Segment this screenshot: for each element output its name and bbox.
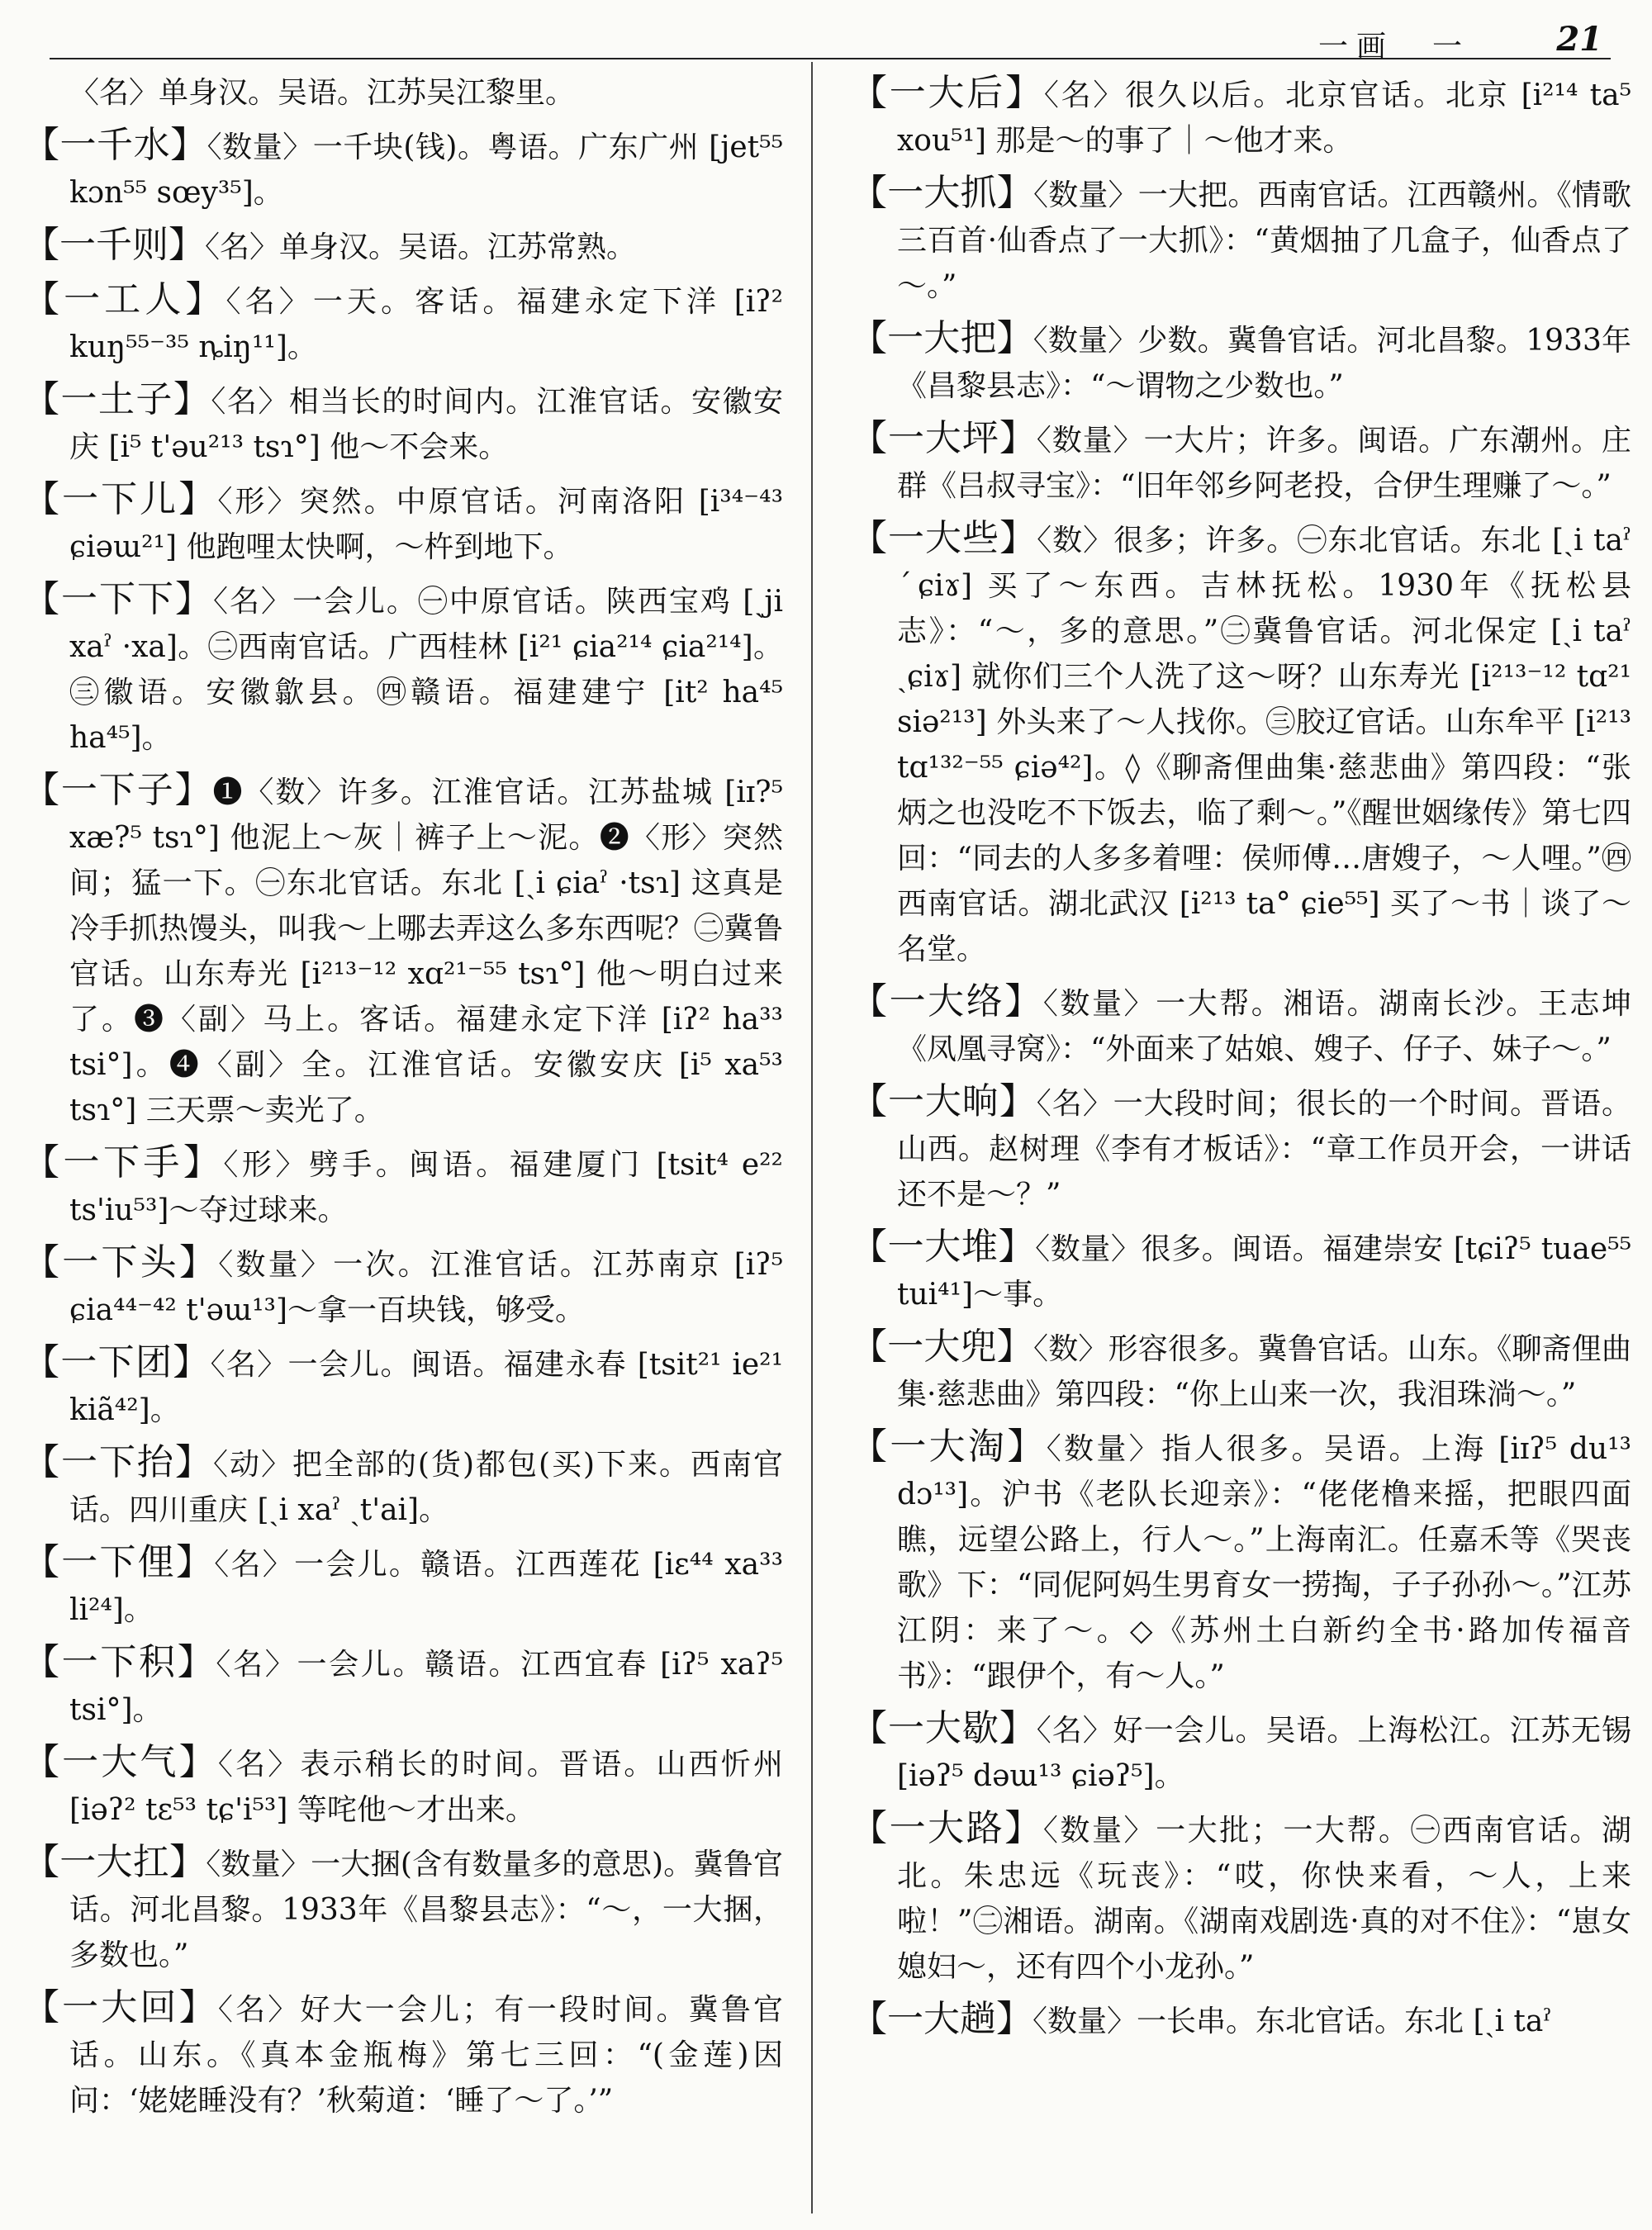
dictionary-entry [23, 1240, 783, 1333]
dictionary-entry [23, 122, 783, 216]
dictionary-entry [851, 1079, 1631, 1217]
section-title: 一画 一 [1317, 30, 1470, 64]
entry-definition: 〈数量〉一大批；一大帮。㊀西南官话。湖北。朱忠远《玩丧》：“哎，你快来看，～人，上来啦！”㊁湘语。湖南。《湖南戏剧选·真的对不住》：“崽女媳妇～，还有四个小龙孙。” [897, 1814, 1631, 1984]
dictionary-entry [23, 1985, 783, 2123]
entry-definition: 〈数量〉少数。冀鲁官话。河北昌黎。1933年《昌黎县志》：“～谓物之少数也。” [897, 324, 1631, 403]
entry-headword: 【一大兜】 [851, 1326, 1033, 1368]
entry-definition: 〈数量〉一长串。东北官话。东北 [ˏi taˀ [1032, 2005, 1552, 2038]
dictionary-entry [23, 1340, 783, 1433]
dictionary-entry [851, 1706, 1631, 1799]
entry-headword: 【一大歇】 [851, 1707, 1037, 1749]
entry-definition: 〈名〉单身汉。吴语。江苏常熟。 [205, 230, 637, 264]
entry-definition: 〈形〉劈手。闽语。福建厦门 [tsit⁴ e²² ts'iu⁵³]～夺过球来。 [69, 1148, 783, 1227]
dictionary-entry [23, 222, 783, 270]
entry-headword: 【一大抓】 [851, 172, 1033, 214]
page-header [50, 8, 1611, 64]
entry-definition: 〈形〉突然。中原官话。河南洛阳 [i³⁴⁻⁴³ ɕiəɯ²¹] 他跑哩太快啊，～杵到地下。 [69, 485, 784, 564]
dictionary-entry [23, 377, 783, 470]
dictionary-entry [851, 70, 1631, 164]
dictionary-entry [23, 277, 783, 370]
dictionary-entry [23, 576, 783, 761]
entry-headword: 【一下儿】 [23, 478, 218, 520]
entry-definition: 〈数量〉指人很多。吴语。上海 [iɪʔ⁵ du¹³ dɔ¹³]。沪书《老队长迎亲》：“佬佬橹来摇，把眼四面瞧，远望公路上，行人～。”上海南汇。任嘉禾等《哭丧歌》下：“同伲阿妈生男育女一捞掏，子子孙孙～。”江苏江阴：来了～。◇《苏州土白新约全书·路加传福音书》：“跟伊个，有～人。” [897, 1432, 1631, 1693]
entry-headword: 【一千则】 [23, 224, 205, 266]
entry-headword: 【一大扛】 [23, 1841, 206, 1883]
entry-headword: 【一大堆】 [851, 1226, 1036, 1268]
entry-definition: 〈数量〉一大片；许多。闽语。广东潮州。庄群《吕叔寻宝》：“旧年邻乡阿老投，合伊生理赚了～。” [897, 424, 1631, 503]
entry-headword: 【一大些】 [851, 517, 1037, 559]
dictionary-entry [23, 477, 783, 570]
dictionary-entry [851, 979, 1631, 1072]
entry-definition: 〈名〉单身汉。吴语。江苏吴江黎里。 [69, 76, 576, 110]
entry-headword: 【一下抬】 [23, 1441, 213, 1483]
entry-definition: 〈数量〉很多。闽语。福建崇安 [tɕiʔ⁵ tuae⁵⁵ tui⁴¹]～事。 [897, 1232, 1632, 1312]
dictionary-entry [23, 1639, 783, 1733]
entry-definition: ❶〈数〉许多。江淮官话。江苏盐城 [iɪ?⁵ xæ?⁵ tsɿ°] 他泥上～灰｜裤子上～泥。❷〈形〉突然间；猛一下。㊀东北官话。东北 [ˏi ɕiaˀ ·tsɿ] 这真是冷手抓热馒头，叫我～上哪去弄这么多东西呢？㊁冀鲁官话。山东寿光 [i²¹³⁻¹² xɑ²¹⁻⁵⁵ tsɿ°] 他～明白过来了。❸〈副〉马上。客话。福建永定下洋 [iʔ² ha³³ tsi°]。❹〈副〉全。江淮官话。安徽安庆 [i⁵ xa⁵³ tsɿ°] 三天票～卖光了。 [69, 776, 784, 1127]
entry-definition: 〈数量〉一次。江淮官话。江苏南京 [iʔ⁵ ɕia⁴⁴⁻⁴² t'əɯ¹³]～拿一百块钱，够受。 [69, 1248, 783, 1327]
entry-definition: 〈名〉好一会儿。吴语。上海松江。江苏无锡 [iəʔ⁵ dəɯ¹³ ɕiəʔ⁵]。 [897, 1714, 1631, 1793]
entry-headword: 【一土子】 [23, 378, 211, 420]
dictionary-entry [23, 70, 783, 116]
dictionary-entry [851, 515, 1631, 972]
entry-definition: 〈数量〉一千块(钱)。粤语。广东广州 [jet⁵⁵ kɔn⁵⁵ sœy³⁵]。 [69, 130, 783, 210]
entry-definition: 〈数量〉一大捆(含有数量多的意思)。冀鲁官话。河北昌黎。1933年《昌黎县志》：“～，一大捆，多数也。” [69, 1848, 784, 1972]
entry-headword: 【一大回】 [23, 1986, 218, 2028]
entry-headword: 【一大把】 [851, 317, 1033, 359]
entry-definition: 〈数量〉一大帮。湘语。湖南长沙。王志坤《凤凰寻窝》：“外面来了姑娘、嫂子、仔子、妹子～。” [897, 987, 1631, 1066]
entry-headword: 【一下团】 [23, 1341, 211, 1383]
entry-headword: 【一大坪】 [851, 417, 1037, 459]
entry-headword: 【一下下】 [23, 578, 213, 620]
dictionary-entry [851, 1996, 1631, 2044]
dictionary-entry [23, 767, 783, 1133]
entry-definition: 〈名〉很久以后。北京官话。北京 [i²¹⁴ ta⁵ xou⁵¹] 那是～的事了｜～他才来。 [897, 78, 1631, 158]
dictionary-entry [23, 1140, 783, 1233]
entry-definition: 〈名〉一会儿。闽语。福建永春 [tsit²¹ ie²¹ kiã⁴²]。 [69, 1348, 784, 1427]
entry-headword: 【一大气】 [23, 1741, 218, 1783]
entry-headword: 【一大晌】 [851, 1080, 1037, 1122]
dictionary-entry [851, 316, 1631, 409]
dictionary-entry [23, 1440, 783, 1533]
entry-headword: 【一下俚】 [23, 1541, 215, 1583]
entry-headword: 【一大趟】 [851, 1998, 1032, 2040]
dictionary-entry [23, 1839, 783, 1978]
entry-definition: 〈名〉一会儿。赣语。江西宜春 [iʔ⁵ xaʔ⁵ tsi°]。 [69, 1648, 784, 1727]
entry-headword: 【一大后】 [851, 72, 1044, 114]
entry-headword: 【一下积】 [23, 1641, 216, 1683]
entry-headword: 【一下手】 [23, 1141, 224, 1184]
entry-definition: 〈数〉形容很多。冀鲁官话。山东。《聊斋俚曲集·慈悲曲》第四段：“你上山来一次，我泪珠淌～。” [897, 1332, 1631, 1412]
dictionary-entry [851, 1324, 1631, 1417]
entry-definition: 〈名〉一大段时间；很长的一个时间。晋语。山西。赵树理《李有才板话》：“章工作员开会，一讲话还不是～？” [897, 1087, 1631, 1212]
entry-definition: 〈数〉很多；许多。㊀东北官话。东北 [ˏi taˀ ˊɕiɤ] 买了～东西。吉林抚松。1930年《抚松县志》：“～，多的意思。”㊁冀鲁官话。河北保定 [ˏi taˀ ˏɕiɤ] 就你们三个人洗了这～呀？山东寿光 [i²¹³⁻¹² tɑ²¹ siə²¹³] 外头来了～人找你。㊂胶辽官话。山东牟平 [i²¹³ tɑ¹³²⁻⁵⁵ ɕiə⁴²]。◊《聊斋俚曲集·慈悲曲》第四段：“张炳之也没吃不下饭去，临了剩～。”《醒世姻缘传》第七四回：“同去的人多多着哩：侯师傅…唐嫂子，～人哩。”㊃西南官话。湖北武汉 [i²¹³ ta° ɕie⁵⁵] 买了～书｜谈了～名堂。 [897, 524, 1631, 966]
entry-definition: 〈名〉一会儿。㊀中原官话。陕西宝鸡 [ˏji xaˀ ·xa]。㊁西南官话。广西桂林 [i²¹ ɕia²¹⁴ ɕia²¹⁴]。㊂徽语。安徽歙县。㊃赣语。福建建宁 [it² ha⁴⁵ ha⁴⁵]。 [69, 585, 783, 755]
dictionary-entry [851, 1424, 1631, 1699]
entry-definition: 〈名〉一天。客话。福建永定下洋 [iʔ² kuŋ⁵⁵⁻³⁵ ȵiŋ¹¹]。 [69, 285, 783, 364]
entry-definition: 〈动〉把全部的(货)都包(买)下来。西南官话。四川重庆 [ˏi xaˀ ˏt'ai]。 [69, 1448, 783, 1527]
entry-definition: 〈名〉好大一会儿；有一段时间。冀鲁官话。山东。《真本金瓶梅》第七三回：“(金莲)因问：‘姥姥睡没有？’秋菊道：‘睡了～了。’” [69, 1993, 783, 2118]
entry-definition: 〈名〉一会儿。赣语。江西莲花 [iɛ⁴⁴ xa³³ li²⁴]。 [69, 1548, 784, 1627]
entry-headword: 【一千水】 [23, 124, 207, 166]
dictionary-entry [23, 1739, 783, 1833]
entry-headword: 【一工人】 [23, 278, 226, 320]
entry-headword: 【一大络】 [851, 980, 1043, 1022]
entry-headword: 【一下头】 [23, 1241, 219, 1283]
dictionary-entry [851, 1805, 1631, 1990]
entry-headword: 【一下子】 [23, 769, 213, 811]
entry-definition: 〈名〉相当长的时间内。江淮官话。安徽安庆 [i⁵ t'əu²¹³ tsɿ°] 他～不会来。 [69, 385, 783, 464]
entry-definition: 〈名〉表示稍长的时间。晋语。山西忻州 [iəʔ² tɛ⁵³ tɕ'i⁵³] 等咤他～才出来。 [69, 1748, 783, 1827]
dictionary-entry [851, 1224, 1631, 1317]
entry-headword: 【一大路】 [851, 1807, 1043, 1849]
dictionary-entry [851, 170, 1631, 309]
page-number: 21 [1556, 20, 1602, 59]
dictionary-entry [23, 1540, 783, 1633]
dictionary-entry [851, 415, 1631, 509]
left-column [23, 70, 783, 2222]
entry-definition: 〈数量〉一大把。西南官话。江西赣州。《情歌三百首·仙香点了一大抓》：“黄烟抽了几盒子，仙香点了～。” [897, 178, 1631, 303]
column-divider [811, 62, 813, 2213]
entry-headword: 【一大淘】 [851, 1426, 1047, 1468]
right-column [851, 70, 1631, 2222]
